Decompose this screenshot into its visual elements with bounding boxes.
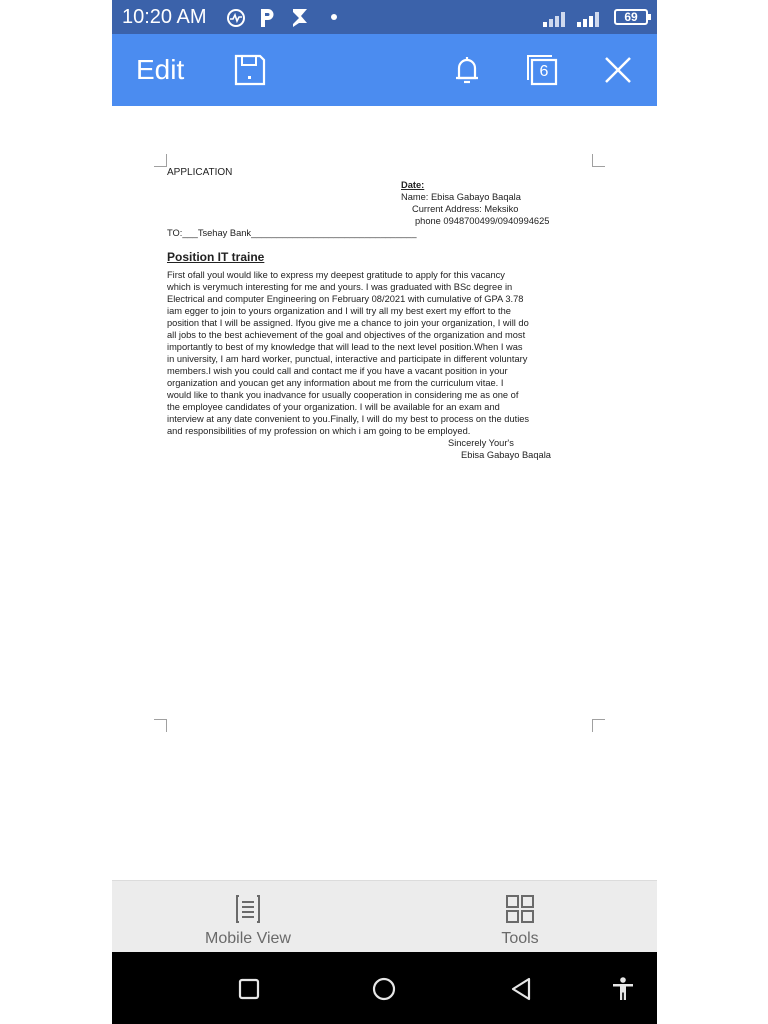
doc-body — [167, 269, 593, 461]
doc-body-line: organization and youcan get any information about me from the curriculum vitae. I — [167, 378, 504, 388]
doc-to-line: TO:___Tsehay Bank________________________________ — [167, 228, 417, 238]
status-bar — [112, 0, 657, 34]
doc-body-line: iam egger to join to yours organization and I will try all my best exert my effort to the — [167, 306, 511, 316]
doc-date-label: Date: — [401, 180, 425, 190]
bottom-bar — [112, 880, 657, 952]
app-toolbar — [112, 34, 657, 106]
edit-button[interactable]: Edit — [136, 54, 185, 85]
doc-body-line: First ofall youl would like to express my deepest gratitude to apply for this vacancy — [167, 270, 505, 280]
mobile-view-label: Mobile View — [205, 930, 291, 947]
doc-body-line: all jobs to the best achievement of the goal and objectives of the organization and most — [167, 330, 526, 340]
doc-body-line: and responsibilities of my profession on which i am going to be employed. — [167, 426, 471, 436]
doc-heading: APPLICATION — [167, 167, 233, 178]
document-page[interactable] — [112, 106, 657, 880]
doc-position-title: Position IT traine — [167, 250, 265, 264]
doc-address-line: Current Address: Meksiko — [412, 204, 519, 214]
doc-body-line: position that I will be assigned. Ifyou give me a chance to join your organization, I will do — [167, 318, 529, 328]
page-corner-bottom-right — [592, 719, 605, 732]
phone-screen — [112, 0, 657, 1024]
doc-body-line: importantly to best of my knowledge that will lead to the next level position.When I was — [167, 342, 523, 352]
doc-body-line: in university, I am hard worker, punctual, interactive and participate in different voluntary — [167, 354, 528, 364]
tools-grid-icon — [504, 893, 536, 925]
tools-button[interactable] — [384, 881, 656, 953]
navigation-bar — [112, 952, 657, 1024]
doc-body-line: Electrical and computer Engineering on February 08/2021 with cumulative of GPA 3.78 — [167, 294, 524, 304]
doc-closing: Sincerely Your's — [448, 438, 514, 448]
accessibility-icon[interactable] — [610, 976, 636, 1002]
mobile-view-icon — [232, 893, 264, 925]
back-icon[interactable] — [508, 976, 534, 1002]
tools-label: Tools — [501, 930, 539, 947]
doc-body-line: members.I wish you could call and contact me if you have a vacant position in your — [167, 366, 508, 376]
close-icon[interactable] — [600, 52, 636, 88]
home-icon[interactable] — [371, 976, 397, 1002]
battery-icon: 69 — [614, 9, 648, 25]
page-corner-top-right — [592, 154, 605, 167]
tabs-button[interactable] — [524, 52, 560, 88]
p-icon — [258, 7, 276, 29]
hourglass-icon — [291, 7, 309, 29]
doc-phone-line: phone 0948700499/0940994625 — [415, 216, 550, 226]
recents-icon[interactable] — [236, 976, 262, 1002]
mobile-view-button[interactable] — [112, 881, 384, 953]
dot-icon — [331, 14, 337, 20]
page-corner-bottom-left — [154, 719, 167, 732]
signal-icon-2 — [576, 8, 604, 28]
activity-icon — [226, 8, 246, 28]
page-corner-top-left — [154, 154, 167, 167]
doc-body-line: interview at any date convenient to you.Finally, I will do my best to process on the duties — [167, 414, 530, 424]
save-icon[interactable] — [232, 52, 268, 88]
doc-body-line: would like to thank you inadvance for usually cooperation in considering me as one of — [167, 390, 519, 400]
doc-name-line: Name: Ebisa Gabayo Baqala — [401, 192, 521, 202]
doc-body-line: which is verymuch interesting for me and yours. I was graduated with BSc degree in — [167, 282, 513, 292]
doc-body-line: the employee candidates of your organization. I will be available for an exam and — [167, 402, 500, 412]
bell-icon[interactable] — [449, 52, 485, 88]
tabs-count: 6 — [539, 63, 549, 80]
doc-signature: Ebisa Gabayo Baqala — [461, 450, 551, 460]
status-time: 10:20 AM — [122, 6, 207, 28]
signal-icon — [542, 8, 570, 28]
